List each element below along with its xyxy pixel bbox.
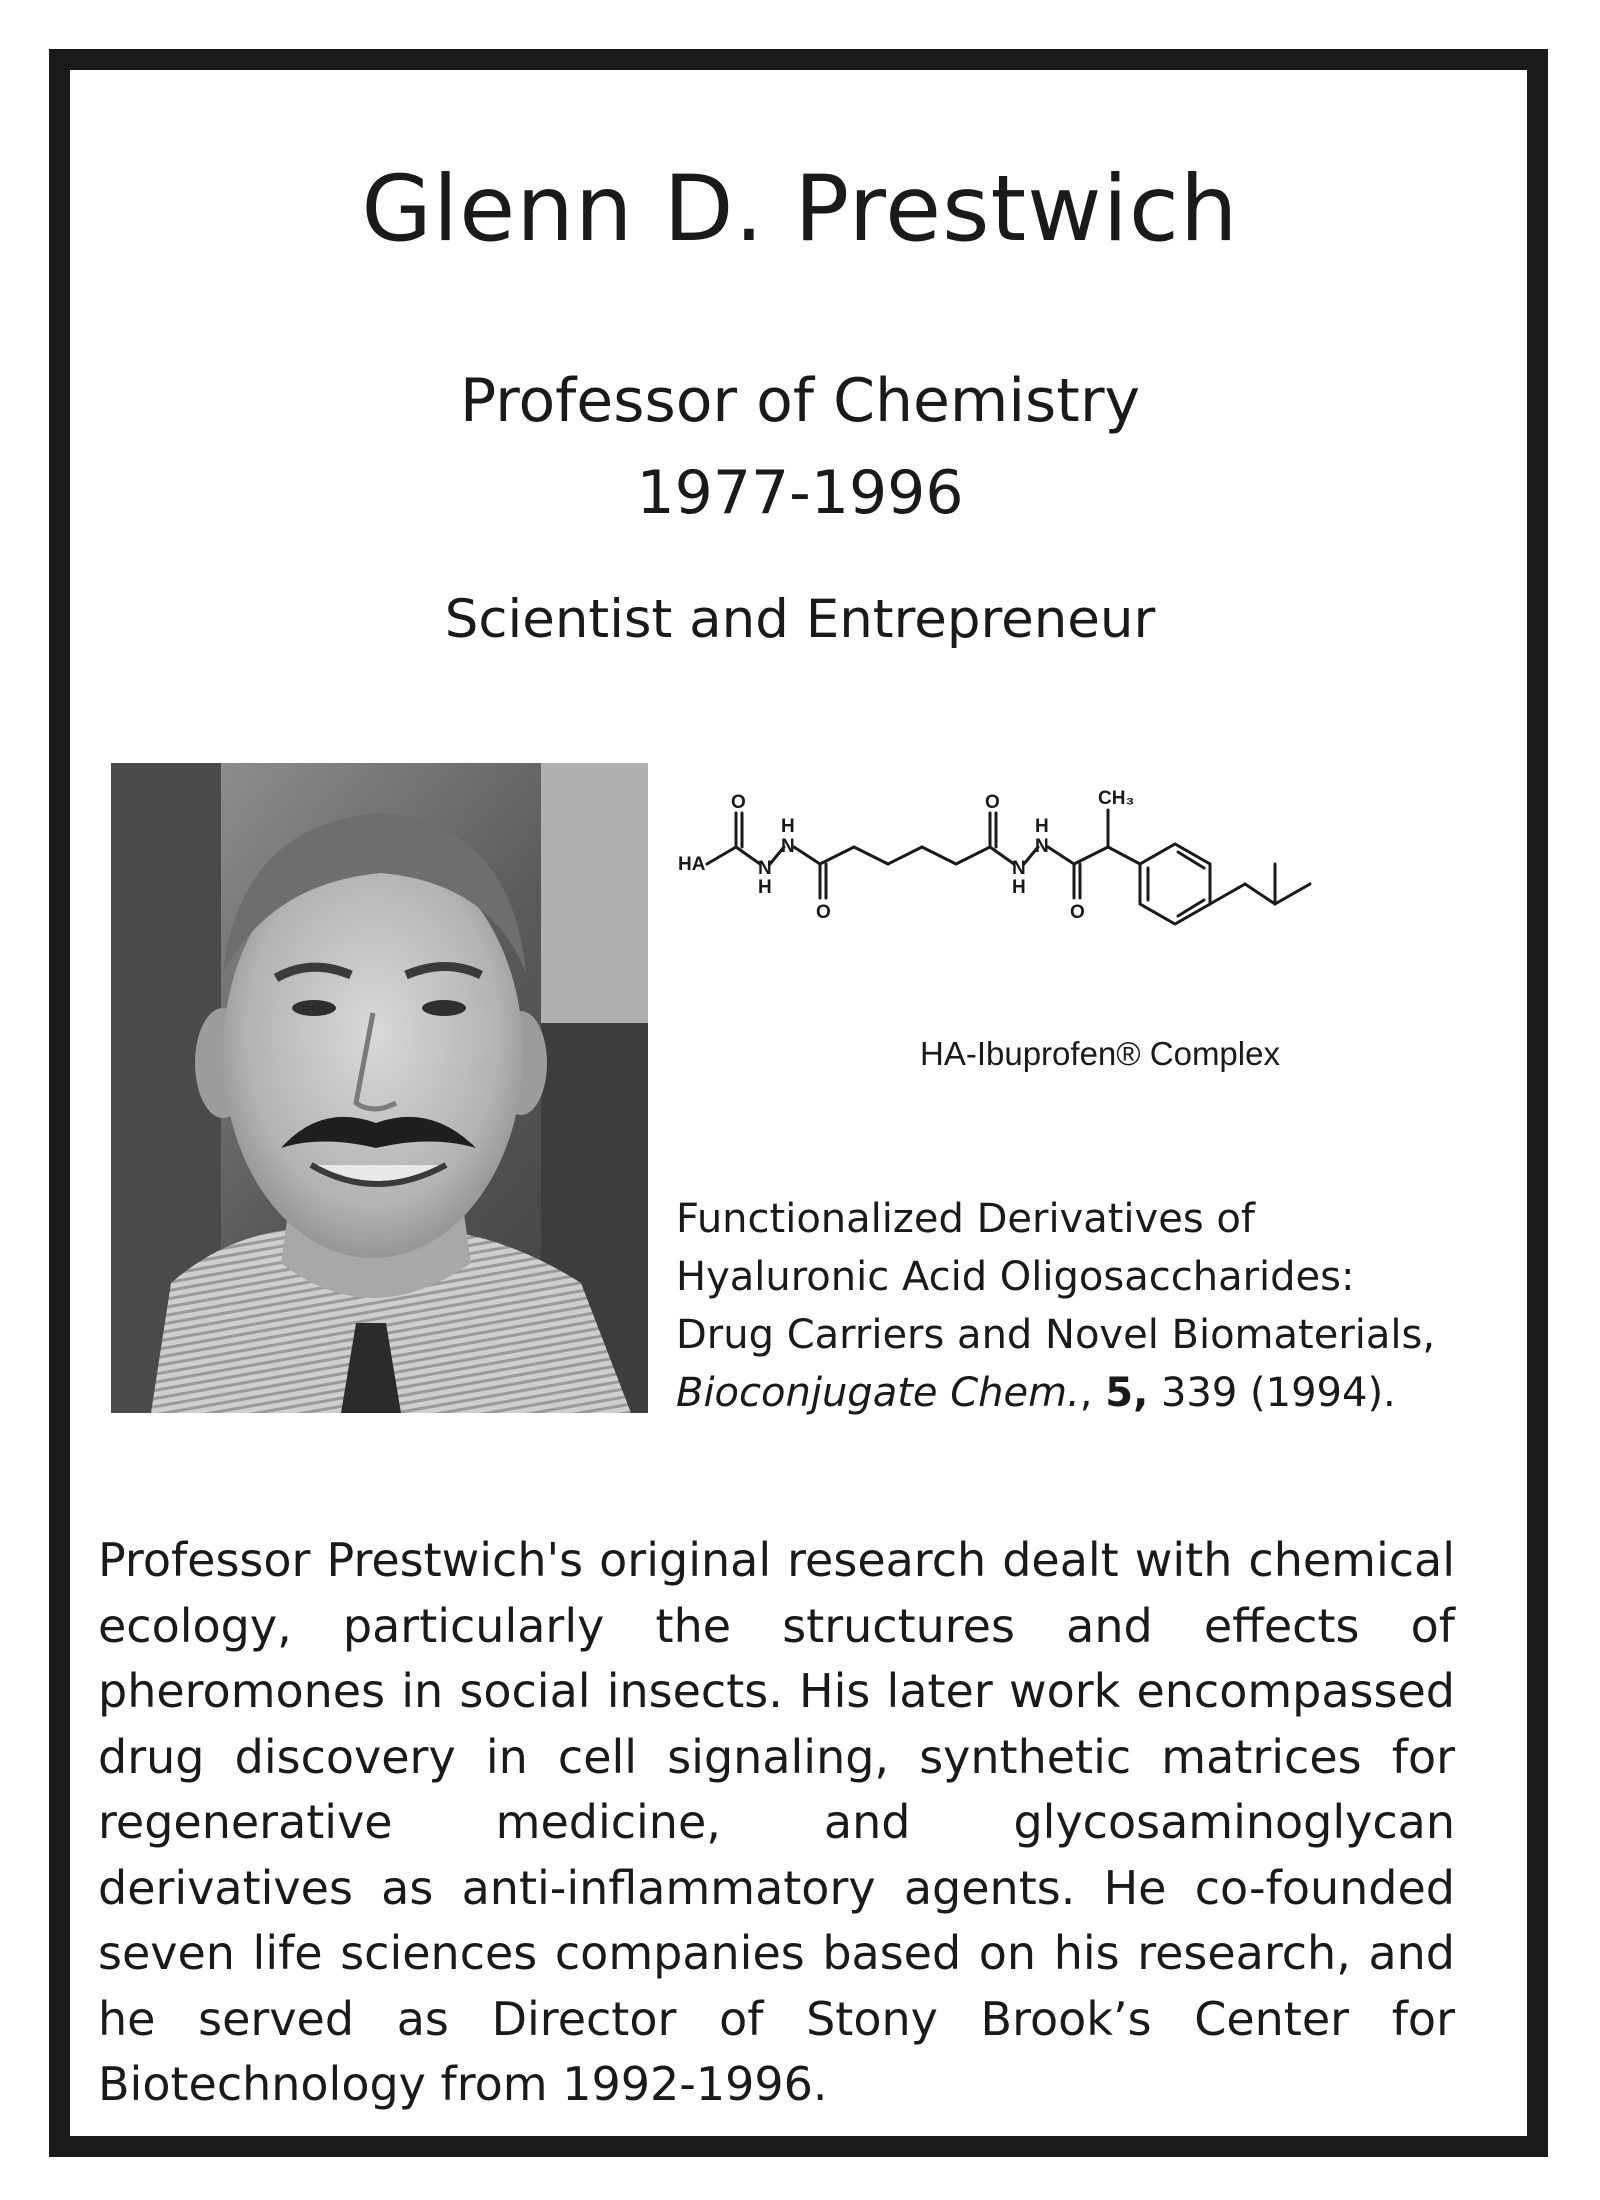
citation-line-4	[676, 1364, 1536, 1422]
atom-ch3: CH₃	[1098, 788, 1135, 809]
atom-n-1: N	[758, 858, 772, 879]
subtitle: Scientist and Entrepreneur	[444, 589, 1156, 650]
atom-o-1: O	[731, 792, 746, 813]
citation-journal: Bioconjugate Chem.	[676, 1370, 1080, 1416]
portrait-image	[111, 763, 648, 1413]
citation-pages-year: 339 (1994).	[1148, 1370, 1396, 1416]
job-title: Professor of Chemistry	[459, 366, 1140, 436]
tenure-years: 1977-1996	[636, 458, 964, 528]
citation-line-3: Drug Carriers and Novel Biomaterials,	[676, 1312, 1436, 1358]
citation-line-1: Functionalized Derivatives of	[676, 1196, 1255, 1242]
portrait-photo	[111, 763, 648, 1413]
citation-volume: 5,	[1105, 1370, 1149, 1416]
ha-ibuprofen-structure	[670, 780, 1530, 980]
person-name: Glenn D. Prestwich	[361, 157, 1239, 262]
atom-h-2: H	[781, 816, 795, 837]
atom-o-3: O	[985, 792, 1000, 813]
atom-h-1: H	[758, 877, 772, 898]
atom-o-2: O	[816, 902, 831, 923]
atom-n-2: N	[781, 836, 795, 857]
atom-n-3: N	[1012, 858, 1026, 879]
citation-separator: ,	[1079, 1370, 1106, 1416]
citation-line-2: Hyaluronic Acid Oligosaccharides:	[676, 1254, 1355, 1300]
atom-o-4: O	[1070, 902, 1085, 923]
atom-h-3: H	[1012, 877, 1026, 898]
role-block	[0, 355, 1600, 539]
biography-paragraph: Professor Prestwich's original research dealt with chemical ecology, particularly the structures and effects of pheromones in social insects. His later work encompassed drug discovery in cell signaling, synthetic matrices for regenerative medicine, and glycosaminoglycan derivatives as anti-inflammatory agents. He co-founded seven life sciences companies based on his research, and he served as Director of Stony Brook’s Center for Biotechnology from 1992-1996.	[98, 1533, 1455, 2111]
citation	[676, 1190, 1536, 1422]
atom-n-4: N	[1035, 836, 1049, 857]
atom-ha: HA	[678, 854, 706, 875]
atom-h-4: H	[1035, 816, 1049, 837]
figure-caption: HA-Ibuprofen® Complex	[920, 1035, 1280, 1072]
